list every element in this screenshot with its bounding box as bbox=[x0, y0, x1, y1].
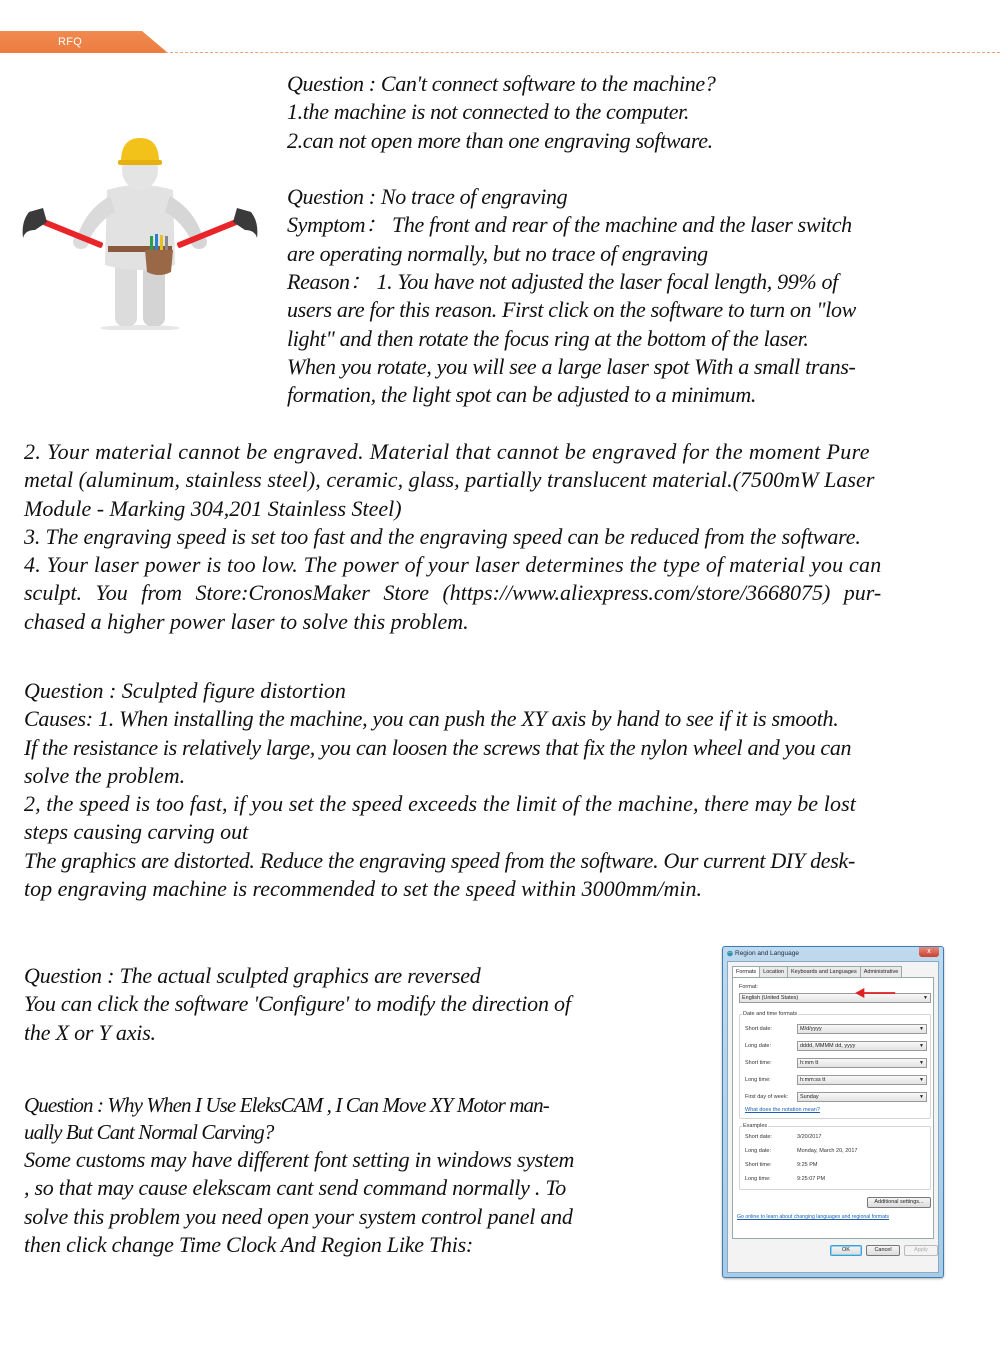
answer-line: then click change Time Clock And Region Like This: bbox=[24, 1231, 473, 1257]
chevron-down-icon: ▼ bbox=[919, 1077, 924, 1083]
question-cant-connect: Question : Can't connect software to the machine? bbox=[287, 71, 716, 96]
first-day-of-week-select[interactable] bbox=[797, 1092, 927, 1102]
first-day-of-week-label: First day of week: bbox=[745, 1094, 789, 1100]
cause-line: The graphics are distorted. Reduce the engraving speed from the software. Our current DIY desk- bbox=[24, 847, 855, 873]
worker-with-hammers-icon bbox=[15, 130, 265, 330]
question-no-trace: Question : No trace of engraving bbox=[287, 184, 568, 210]
tab-keyboards-and-languages[interactable]: Keyboards and Languages bbox=[787, 966, 861, 977]
long-date-select[interactable] bbox=[797, 1041, 927, 1051]
answer-line: 1.the machine is not connected to the computer. bbox=[287, 99, 690, 125]
reason-line: metal (aluminum, stainless steel), ceramic, glass, partially translucent material.(7500mW Laser bbox=[24, 467, 875, 493]
format-select-value: English (United States) bbox=[742, 995, 799, 1001]
question-elekscam: ually But Cant Normal Carving? bbox=[24, 1120, 274, 1144]
example-label: Short time: bbox=[745, 1162, 772, 1168]
cause-line: Causes: 1. When installing the machine, you can push the XY axis by hand to see if it is smooth. bbox=[24, 706, 839, 732]
symptom-line: Symptom： The front and rear of the machine and the laser switch bbox=[287, 212, 852, 238]
additional-settings-button[interactable]: Additional settings... bbox=[867, 1197, 931, 1208]
answer-line: , so that may cause elekscam cant send command normally . To bbox=[24, 1175, 567, 1201]
notation-help-link[interactable]: What does the notation mean? bbox=[745, 1107, 820, 1113]
format-label: Format: bbox=[739, 984, 758, 990]
long-time-label: Long time: bbox=[745, 1077, 771, 1083]
example-value: 9:25 PM bbox=[797, 1162, 818, 1168]
reason-line: 2. Your material cannot be engraved. Material that cannot be engraved for the moment Pure bbox=[24, 439, 870, 464]
reason-line: Reason： 1. You have not adjusted the laser focal length, 99% of bbox=[287, 269, 838, 295]
question-reversed: Question : The actual sculpted graphics are reversed bbox=[24, 963, 481, 988]
faq-graphics-reversed bbox=[24, 962, 664, 1047]
format-select[interactable] bbox=[739, 993, 931, 1003]
examples-label: Examples bbox=[743, 1123, 768, 1129]
example-value: Monday, March 20, 2017 bbox=[797, 1148, 858, 1154]
example-value: 9:25:07 PM bbox=[797, 1176, 826, 1182]
chevron-down-icon: ▼ bbox=[919, 1043, 924, 1049]
long-time-select[interactable] bbox=[797, 1075, 927, 1085]
close-icon: x bbox=[927, 948, 931, 955]
short-time-value: h:mm tt bbox=[800, 1060, 819, 1066]
reason-line: Module - Marking 304,201 Stainless Steel) bbox=[24, 495, 402, 521]
chevron-down-icon: ▼ bbox=[923, 995, 928, 1001]
chevron-down-icon: ▼ bbox=[919, 1094, 924, 1100]
spacer bbox=[287, 155, 977, 183]
example-label: Long date: bbox=[745, 1148, 771, 1154]
example-label: Short date: bbox=[745, 1134, 772, 1140]
reason-line: 4. Your laser power is too low. The power of your laser determines the type of material you can bbox=[24, 552, 882, 578]
question-distortion: Question : Sculpted figure distortion bbox=[24, 678, 346, 703]
cancel-button[interactable]: Cancel bbox=[866, 1245, 900, 1256]
answer-line: the X or Y axis. bbox=[24, 1019, 156, 1045]
section-header bbox=[0, 0, 1000, 60]
apply-button[interactable]: Apply bbox=[904, 1245, 938, 1256]
faq-figure-distortion bbox=[24, 677, 959, 903]
dialog-tabs bbox=[732, 966, 901, 977]
first-day-of-week-value: Sunday bbox=[800, 1094, 819, 1100]
formats-panel bbox=[732, 977, 934, 1239]
answer-line: You can click the software 'Configure' to modify the direction of bbox=[24, 991, 571, 1017]
date-time-formats-label: Date and time formats bbox=[743, 1011, 798, 1017]
tab-location[interactable]: Location bbox=[759, 966, 788, 977]
rfq-tab-background bbox=[0, 31, 168, 53]
cause-line: If the resistance is relatively large, you can loosen the screws that fix the nylon wheel and you can bbox=[24, 734, 852, 760]
faq-elekscam-carving bbox=[24, 1092, 664, 1259]
reason-line: When you rotate, you will see a large laser spot With a small trans- bbox=[287, 353, 856, 379]
reason-line: formation, the light spot can be adjusted to a minimum. bbox=[287, 382, 757, 408]
answer-line: solve this problem you need open your system control panel and bbox=[24, 1203, 573, 1229]
short-date-select[interactable] bbox=[797, 1024, 927, 1034]
region-language-dialog bbox=[722, 946, 944, 1278]
faq-no-trace-reasons-continued bbox=[24, 438, 954, 636]
question-elekscam: Question : Why When I Use EleksCAM , I Can Move XY Motor man- bbox=[24, 1093, 549, 1117]
tab-formats[interactable]: Formats bbox=[732, 966, 760, 978]
reason-line: light" and then rotate the focus ring at the bottom of the laser. bbox=[287, 325, 809, 351]
faq-connection-and-no-trace bbox=[287, 70, 977, 410]
reason-line: sculpt. You from Store:CronosMaker Store (https://www.aliexpress.com/store/3668075) pur- bbox=[24, 580, 882, 606]
cause-line: top engraving machine is recommended to set the speed within 3000mm/min. bbox=[24, 876, 703, 902]
dialog-body bbox=[727, 961, 939, 1273]
header-dashed-divider bbox=[165, 52, 1000, 53]
cause-line: solve the problem. bbox=[24, 762, 186, 788]
short-time-select[interactable] bbox=[797, 1058, 927, 1068]
example-label: Long time: bbox=[745, 1176, 771, 1182]
red-arrow-icon bbox=[851, 988, 901, 998]
chevron-down-icon: ▼ bbox=[919, 1026, 924, 1032]
answer-line: 2.can not open more than one engraving software. bbox=[287, 127, 713, 153]
dialog-title: Region and Language bbox=[735, 950, 799, 957]
symptom-line: are operating normally, but no trace of engraving bbox=[287, 240, 708, 266]
long-time-value: h:mm:ss tt bbox=[800, 1077, 826, 1083]
long-date-label: Long date: bbox=[745, 1043, 771, 1049]
globe-icon bbox=[727, 950, 733, 957]
cause-line: steps causing carving out bbox=[24, 819, 249, 845]
rfq-tab-label: RFQ bbox=[58, 36, 83, 48]
online-help-link[interactable]: Go online to learn about changing languages and regional formats bbox=[737, 1214, 889, 1220]
reason-line: 3. The engraving speed is set too fast and the engraving speed can be reduced from the software. bbox=[24, 523, 861, 549]
answer-line: Some customs may have different font setting in windows system bbox=[24, 1147, 575, 1172]
short-date-label: Short date: bbox=[745, 1026, 772, 1032]
ok-button[interactable]: OK bbox=[830, 1245, 862, 1256]
reason-line: chased a higher power laser to solve this problem. bbox=[24, 608, 469, 634]
long-date-value: dddd, MMMM dd, yyyy bbox=[800, 1043, 856, 1049]
reason-line: users are for this reason. First click on the software to turn on "low bbox=[287, 297, 856, 323]
example-value: 3/20/2017 bbox=[797, 1134, 822, 1140]
chevron-down-icon: ▼ bbox=[919, 1060, 924, 1066]
tab-administrative[interactable]: Administrative bbox=[860, 966, 903, 977]
short-time-label: Short time: bbox=[745, 1060, 772, 1066]
short-date-value: M/d/yyyy bbox=[800, 1026, 822, 1032]
close-button[interactable] bbox=[919, 947, 939, 957]
cause-line: 2, the speed is too fast, if you set the speed exceeds the limit of the machine, there may be lost bbox=[24, 791, 856, 817]
